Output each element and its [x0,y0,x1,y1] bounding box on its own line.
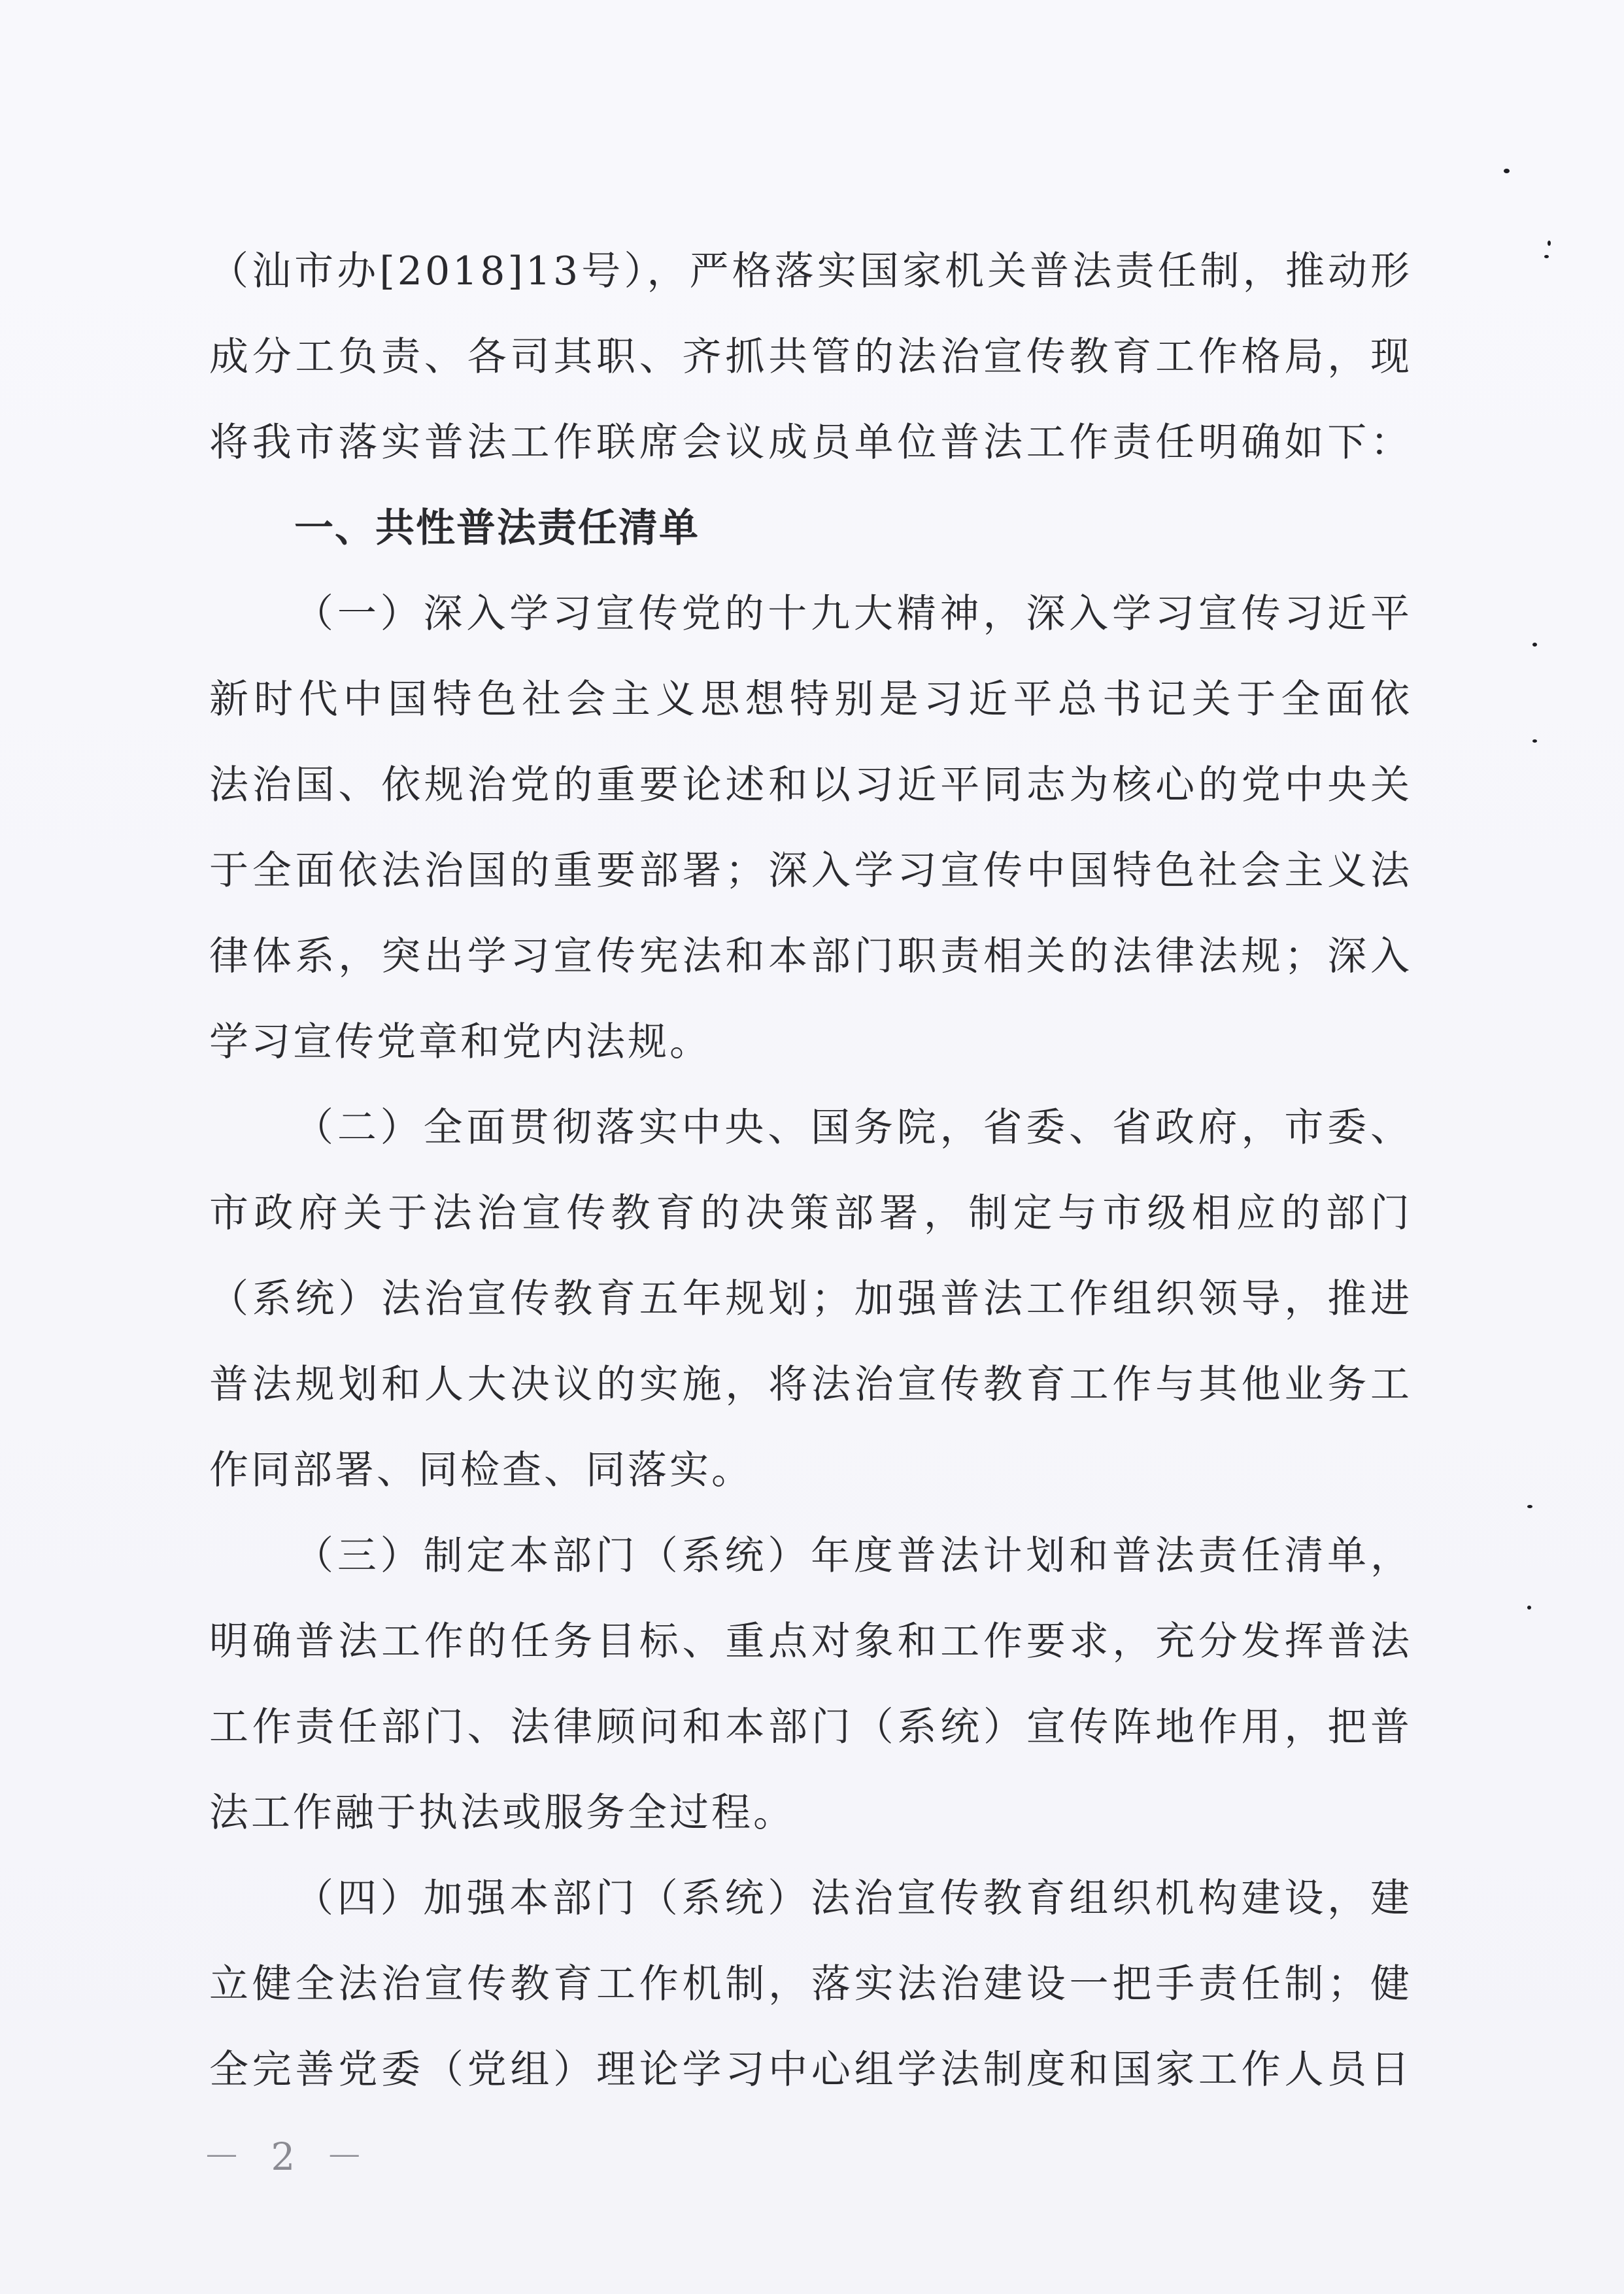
paragraph-item-2-line-4: 普法规划和人大决议的实施，将法治宣传教育工作与其他业务工 [209,1362,1412,1408]
paragraph-item-2-line-3: （系统）法治宣传教育五年规划；加强普法工作组织领导，推进 [209,1276,1412,1322]
paragraph-item-3-line-1: （三）制定本部门（系统）年度普法计划和普法责任清单， [294,1533,1412,1579]
paragraph-intro-line-1: （汕市办[2018]13号），严格落实国家机关普法责任制，推动形 [209,248,1412,294]
paragraph-intro-line-2: 成分工负责、各司其职、齐抓共管的法治宣传教育工作格局，现 [209,334,1412,380]
paragraph-intro-line-3: 将我市落实普法工作联席会议成员单位普法工作责任明确如下： [209,420,1412,465]
paragraph-item-1-line-1: （一）深入学习宣传党的十九大精神，深入学习宣传习近平 [294,591,1412,637]
paragraph-item-1-line-2: 新时代中国特色社会主义思想特别是习近平总书记关于全面依 [209,677,1412,722]
paragraph-item-3-line-2: 明确普法工作的任务目标、重点对象和工作要求，充分发挥普法 [209,1619,1412,1664]
scan-speck [1544,255,1549,258]
paragraph-item-3-line-4: 法工作融于执法或服务全过程。 [209,1790,795,1836]
page-number: － 2 － [203,2134,373,2179]
paragraph-item-2-line-2: 市政府关于法治宣传教育的决策部署，制定与市级相应的部门 [209,1190,1412,1236]
paragraph-item-1-line-6: 学习宣传党章和党内法规。 [209,1019,711,1065]
paragraph-item-1-line-5: 律体系，突出学习宣传宪法和本部门职责相关的法律法规；深入 [209,934,1412,979]
scan-speck [1527,1606,1531,1610]
paragraph-item-4-line-3: 全完善党委（党组）理论学习中心组学法制度和国家工作人员日 [209,2047,1412,2093]
scan-speck [1532,739,1537,743]
scan-speck [1548,241,1551,246]
paragraph-item-4-line-2: 立健全法治宣传教育工作机制，落实法治建设一把手责任制；健 [209,1961,1412,2007]
scan-speck [1527,1505,1532,1508]
scan-speck [1504,169,1510,173]
document-body [209,229,1412,2113]
paragraph-item-3-line-3: 工作责任部门、法律顾问和本部门（系统）宣传阵地作用，把普 [209,1704,1412,1750]
paragraph-item-1-line-4: 于全面依法治国的重要部署；深入学习宣传中国特色社会主义法 [209,848,1412,894]
paragraph-item-2-line-1: （二）全面贯彻落实中央、国务院，省委、省政府，市委、 [294,1105,1412,1151]
paragraph-item-4-line-1: （四）加强本部门（系统）法治宣传教育组织机构建设，建 [294,1876,1412,1921]
paragraph-item-1-line-3: 法治国、依规治党的重要论述和以习近平同志为核心的党中央关 [209,762,1412,808]
paragraph-item-2-line-5: 作同部署、同检查、同落实。 [209,1447,753,1493]
scan-speck [1532,643,1537,647]
section-heading: 一、共性普法责任清单 [294,505,700,551]
